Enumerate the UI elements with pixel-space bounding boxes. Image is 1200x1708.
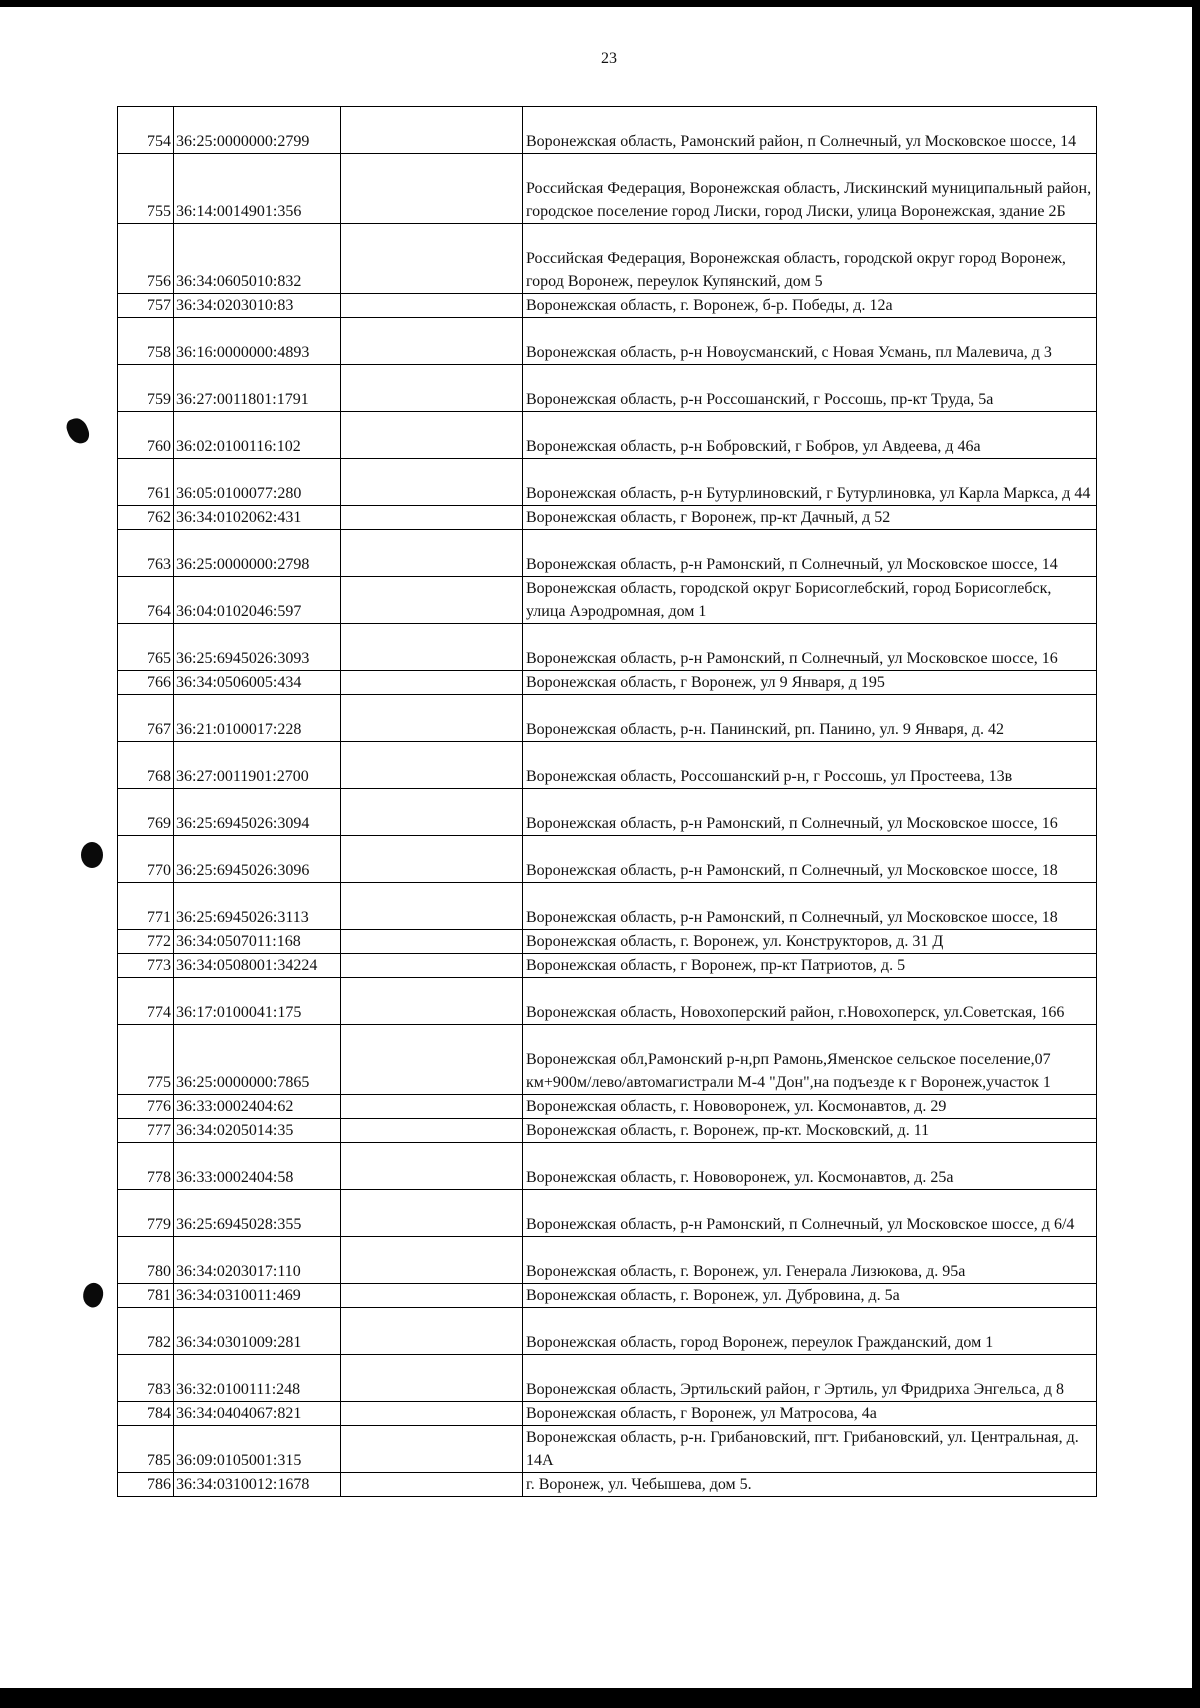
table-row: [118, 1119, 1097, 1143]
table-row: [118, 224, 1097, 294]
cadastral-number: 36:04:0102046:597: [174, 577, 341, 624]
cadastral-number: 36:09:0105001:315: [174, 1426, 341, 1473]
address-cell: Воронежская область, г Воронеж, ул Матросова, 4а: [523, 1402, 1097, 1426]
scan-edge-right: [1192, 0, 1200, 1708]
cadastral-number: 36:34:0605010:832: [174, 224, 341, 294]
empty-cell: [341, 412, 523, 459]
empty-cell: [341, 318, 523, 365]
address-cell: Воронежская область, Эртильский район, г Эртиль, ул Фридриха Энгельса, д 8: [523, 1355, 1097, 1402]
address-cell: Воронежская область, р-н Рамонский, п Солнечный, ул Московское шоссе, 14: [523, 530, 1097, 577]
address-cell: Воронежская область, р-н Россошанский, г Россошь, пр-кт Труда, 5а: [523, 365, 1097, 412]
address-cell: Воронежская область, р-н Бутурлиновский, г Бутурлиновка, ул Карла Маркса, д 44: [523, 459, 1097, 506]
cadastral-number: 36:02:0100116:102: [174, 412, 341, 459]
address-cell: Воронежская область, Рамонский район, п Солнечный, ул Московское шоссе, 14: [523, 107, 1097, 154]
row-number: 761: [118, 459, 174, 506]
cadastral-number: 36:34:0508001:34224: [174, 954, 341, 978]
cadastral-number: 36:25:6945026:3094: [174, 789, 341, 836]
table-row: [118, 1355, 1097, 1402]
address-cell: г. Воронеж, ул. Чебышева, дом 5.: [523, 1473, 1097, 1497]
table-row: [118, 789, 1097, 836]
table-row: [118, 671, 1097, 695]
table-row: [118, 1025, 1097, 1095]
empty-cell: [341, 930, 523, 954]
empty-cell: [341, 1143, 523, 1190]
cadastral-number: 36:14:0014901:356: [174, 154, 341, 224]
address-cell: Воронежская область, р-н Рамонский, п Солнечный, ул Московское шоссе, 18: [523, 836, 1097, 883]
address-cell: Воронежская область, город Воронеж, переулок Гражданский, дом 1: [523, 1308, 1097, 1355]
table-row: [118, 459, 1097, 506]
address-cell: Воронежская обл,Рамонский р-н,рп Рамонь,Яменское сельское поселение,07 км+900м/лево/автомагистрали М-4 "Дон",на подъезде к г Воронеж,участок 1: [523, 1025, 1097, 1095]
empty-cell: [341, 577, 523, 624]
address-cell: Воронежская область, г. Нововоронеж, ул. Космонавтов, д. 25а: [523, 1143, 1097, 1190]
empty-cell: [341, 742, 523, 789]
row-number: 779: [118, 1190, 174, 1237]
cadastral-number: 36:25:6945026:3093: [174, 624, 341, 671]
address-cell: Воронежская область, р-н Рамонский, п Солнечный, ул Московское шоссе, 16: [523, 789, 1097, 836]
punch-hole-mark: [81, 842, 103, 868]
empty-cell: [341, 1402, 523, 1426]
row-number: 756: [118, 224, 174, 294]
row-number: 759: [118, 365, 174, 412]
row-number: 773: [118, 954, 174, 978]
empty-cell: [341, 1308, 523, 1355]
empty-cell: [341, 1237, 523, 1284]
cadastral-number: 36:25:0000000:2799: [174, 107, 341, 154]
table-row: [118, 1402, 1097, 1426]
address-cell: Воронежская область, г. Воронеж, ул. Конструкторов, д. 31 Д: [523, 930, 1097, 954]
row-number: 765: [118, 624, 174, 671]
empty-cell: [341, 365, 523, 412]
cadastral-number: 36:34:0205014:35: [174, 1119, 341, 1143]
empty-cell: [341, 224, 523, 294]
address-cell: Воронежская область, Новохоперский район, г.Новохоперск, ул.Советская, 166: [523, 978, 1097, 1025]
table-row: [118, 365, 1097, 412]
address-cell: Воронежская область, р-н Новоусманский, с Новая Усмань, пл Малевича, д 3: [523, 318, 1097, 365]
empty-cell: [341, 294, 523, 318]
row-number: 757: [118, 294, 174, 318]
table-row: [118, 695, 1097, 742]
row-number: 758: [118, 318, 174, 365]
row-number: 767: [118, 695, 174, 742]
cadastral-number: 36:27:0011901:2700: [174, 742, 341, 789]
scan-edge-top: [0, 0, 1200, 7]
address-cell: Воронежская область, г. Воронеж, пр-кт. Московский, д. 11: [523, 1119, 1097, 1143]
empty-cell: [341, 1190, 523, 1237]
empty-cell: [341, 1284, 523, 1308]
empty-cell: [341, 978, 523, 1025]
empty-cell: [341, 1025, 523, 1095]
row-number: 769: [118, 789, 174, 836]
empty-cell: [341, 624, 523, 671]
cadastral-number: 36:34:0506005:434: [174, 671, 341, 695]
table-row: [118, 1284, 1097, 1308]
scan-edge-bottom: [0, 1688, 1200, 1708]
row-number: 778: [118, 1143, 174, 1190]
row-number: 777: [118, 1119, 174, 1143]
row-number: 782: [118, 1308, 174, 1355]
row-number: 764: [118, 577, 174, 624]
empty-cell: [341, 1473, 523, 1497]
address-cell: Российская Федерация, Воронежская область, Лискинский муниципальный район, городское поселение город Лиски, город Лиски, улица Воронежская, здание 2Б: [523, 154, 1097, 224]
row-number: 763: [118, 530, 174, 577]
punch-hole-mark: [64, 415, 92, 446]
punch-hole-mark: [79, 1280, 107, 1310]
cadastral-number: 36:05:0100077:280: [174, 459, 341, 506]
empty-cell: [341, 506, 523, 530]
table-row: [118, 1426, 1097, 1473]
row-number: 780: [118, 1237, 174, 1284]
empty-cell: [341, 1426, 523, 1473]
row-number: 768: [118, 742, 174, 789]
empty-cell: [341, 1095, 523, 1119]
cadastral-number: 36:34:0310011:469: [174, 1284, 341, 1308]
cadastral-number: 36:34:0310012:1678: [174, 1473, 341, 1497]
cadastral-number: 36:17:0100041:175: [174, 978, 341, 1025]
table-row: [118, 530, 1097, 577]
cadastral-number: 36:25:6945026:3096: [174, 836, 341, 883]
table-row: [118, 318, 1097, 365]
cadastral-number: 36:16:0000000:4893: [174, 318, 341, 365]
address-cell: Воронежская область, г Воронеж, ул 9 Января, д 195: [523, 671, 1097, 695]
empty-cell: [341, 107, 523, 154]
address-cell: Воронежская область, г. Воронеж, б-р. Победы, д. 12а: [523, 294, 1097, 318]
address-cell: Воронежская область, р-н Рамонский, п Солнечный, ул Московское шоссе, 18: [523, 883, 1097, 930]
empty-cell: [341, 459, 523, 506]
registry-table: [117, 106, 1097, 1497]
empty-cell: [341, 954, 523, 978]
table-row: [118, 506, 1097, 530]
empty-cell: [341, 1119, 523, 1143]
row-number: 775: [118, 1025, 174, 1095]
cadastral-number: 36:34:0102062:431: [174, 506, 341, 530]
row-number: 770: [118, 836, 174, 883]
row-number: 786: [118, 1473, 174, 1497]
address-cell: Воронежская область, р-н Бобровский, г Бобров, ул Авдеева, д 46а: [523, 412, 1097, 459]
cadastral-number: 36:25:6945026:3113: [174, 883, 341, 930]
address-cell: Воронежская область, городской округ Борисоглебский, город Борисоглебск, улица Аэродромная, дом 1: [523, 577, 1097, 624]
cadastral-number: 36:34:0404067:821: [174, 1402, 341, 1426]
table-row: [118, 154, 1097, 224]
cadastral-number: 36:32:0100111:248: [174, 1355, 341, 1402]
table-row: [118, 954, 1097, 978]
row-number: 766: [118, 671, 174, 695]
empty-cell: [341, 836, 523, 883]
table-row: [118, 883, 1097, 930]
empty-cell: [341, 695, 523, 742]
empty-cell: [341, 883, 523, 930]
row-number: 781: [118, 1284, 174, 1308]
cadastral-number: 36:34:0301009:281: [174, 1308, 341, 1355]
empty-cell: [341, 530, 523, 577]
empty-cell: [341, 789, 523, 836]
address-cell: Воронежская область, р-н Рамонский, п Солнечный, ул Московское шоссе, 16: [523, 624, 1097, 671]
address-cell: Воронежская область, г. Воронеж, ул. Дубровина, д. 5а: [523, 1284, 1097, 1308]
cadastral-number: 36:33:0002404:58: [174, 1143, 341, 1190]
table-row: [118, 107, 1097, 154]
table-row: [118, 1237, 1097, 1284]
table-row: [118, 1308, 1097, 1355]
row-number: 771: [118, 883, 174, 930]
empty-cell: [341, 671, 523, 695]
table-row: [118, 742, 1097, 789]
cadastral-number: 36:25:0000000:7865: [174, 1025, 341, 1095]
address-cell: Воронежская область, Россошанский р-н, г Россошь, ул Простеева, 13в: [523, 742, 1097, 789]
table-row: [118, 930, 1097, 954]
table-row: [118, 836, 1097, 883]
table-row: [118, 1095, 1097, 1119]
table-row: [118, 1473, 1097, 1497]
address-cell: Воронежская область, г Воронеж, пр-кт Дачный, д 52: [523, 506, 1097, 530]
table-row: [118, 294, 1097, 318]
cadastral-number: 36:34:0507011:168: [174, 930, 341, 954]
address-cell: Воронежская область, г Воронеж, пр-кт Патриотов, д. 5: [523, 954, 1097, 978]
cadastral-number: 36:34:0203017:110: [174, 1237, 341, 1284]
row-number: 760: [118, 412, 174, 459]
cadastral-number: 36:27:0011801:1791: [174, 365, 341, 412]
row-number: 783: [118, 1355, 174, 1402]
address-cell: Воронежская область, г. Нововоронеж, ул. Космонавтов, д. 29: [523, 1095, 1097, 1119]
row-number: 774: [118, 978, 174, 1025]
row-number: 755: [118, 154, 174, 224]
table-row: [118, 978, 1097, 1025]
cadastral-number: 36:25:0000000:2798: [174, 530, 341, 577]
row-number: 776: [118, 1095, 174, 1119]
table-row: [118, 412, 1097, 459]
table-row: [118, 1143, 1097, 1190]
row-number: 785: [118, 1426, 174, 1473]
row-number: 762: [118, 506, 174, 530]
table-row: [118, 1190, 1097, 1237]
empty-cell: [341, 1355, 523, 1402]
row-number: 754: [118, 107, 174, 154]
cadastral-number: 36:25:6945028:355: [174, 1190, 341, 1237]
cadastral-number: 36:21:0100017:228: [174, 695, 341, 742]
address-cell: Воронежская область, р-н. Грибановский, пгт. Грибановский, ул. Центральная, д. 14А: [523, 1426, 1097, 1473]
row-number: 784: [118, 1402, 174, 1426]
cadastral-number: 36:34:0203010:83: [174, 294, 341, 318]
table-row: [118, 577, 1097, 624]
table-row: [118, 624, 1097, 671]
address-cell: Воронежская область, р-н Рамонский, п Солнечный, ул Московское шоссе, д 6/4: [523, 1190, 1097, 1237]
address-cell: Российская Федерация, Воронежская область, городской округ город Воронеж, город Воронеж, переулок Купянский, дом 5: [523, 224, 1097, 294]
row-number: 772: [118, 930, 174, 954]
registry-body: [118, 107, 1097, 1497]
empty-cell: [341, 154, 523, 224]
address-cell: Воронежская область, р-н. Панинский, рп. Панино, ул. 9 Января, д. 42: [523, 695, 1097, 742]
cadastral-number: 36:33:0002404:62: [174, 1095, 341, 1119]
address-cell: Воронежская область, г. Воронеж, ул. Генерала Лизюкова, д. 95а: [523, 1237, 1097, 1284]
page-number: 23: [601, 50, 617, 67]
